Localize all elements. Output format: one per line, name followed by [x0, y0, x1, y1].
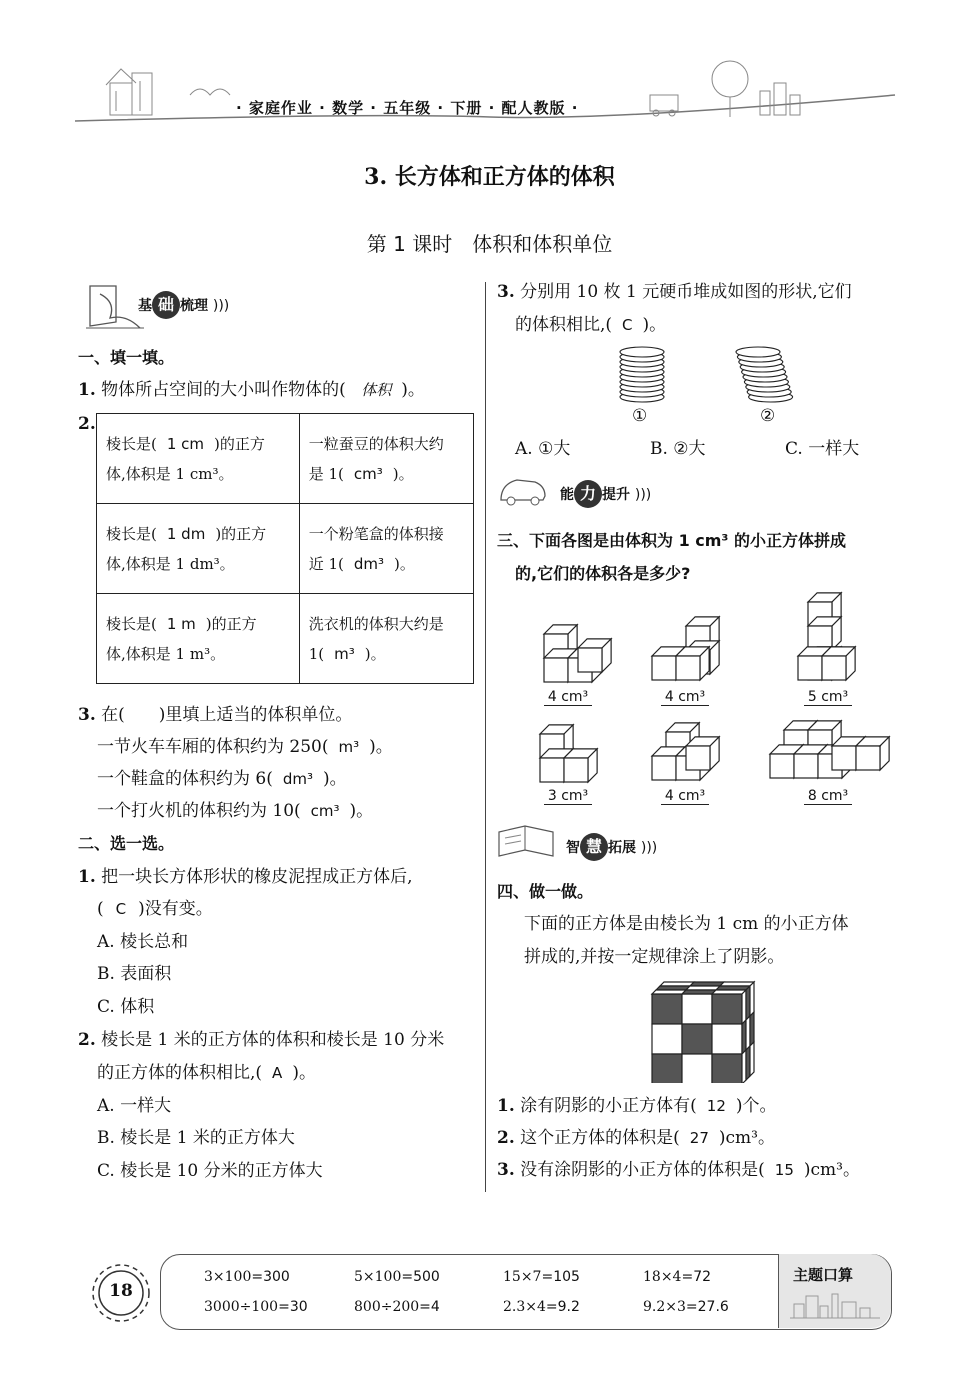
- front-cell: [652, 1054, 682, 1083]
- cell-answer: 1 cm: [166, 434, 205, 453]
- q1-answer: 体积: [361, 381, 392, 399]
- part4-heading: 四、做一做。: [497, 882, 594, 901]
- unit-cube: [564, 749, 597, 782]
- lesson-subtitle: 第 1 课时 体积和体积单位: [366, 232, 613, 256]
- part3-heading: 三、下面各图是由体积为 1 cm³ 的小正方体拼成: [497, 531, 847, 550]
- part4-q3: 3. 没有涂阴影的小正方体的体积是( 15 )cm³。: [497, 1160, 860, 1180]
- cube-answer-2: 4 cm³: [655, 689, 715, 706]
- q-text: 把一块长方体形状的橡皮泥捏成正方体后,: [101, 867, 413, 887]
- option: C. 棱长是 10 分米的正方体大: [97, 1161, 323, 1181]
- cube-answer-1: 4 cm³: [538, 689, 598, 706]
- side-cell: [750, 982, 754, 1016]
- q-answer: C: [622, 316, 633, 334]
- city-skyline-icon: [790, 1290, 880, 1320]
- header-series: · 家庭作业 · 数学 · 五年级 · 下册 · 配人教版 ·: [236, 99, 579, 117]
- part1-q2-num: 2.: [78, 414, 96, 434]
- unit-cube: [578, 639, 611, 672]
- option: A. ①大: [515, 439, 571, 459]
- q-num: 1.: [78, 867, 96, 887]
- banner-bubble: 力: [574, 480, 602, 508]
- part4-intro-2: 拼成的,并按一定规律涂上了阴影。: [524, 947, 785, 967]
- option: B. 表面积: [97, 964, 172, 984]
- calc-item: 9.2×3=27.6: [643, 1299, 729, 1315]
- cube-answer-4: 3 cm³: [538, 788, 598, 805]
- option: A. 棱长总和: [97, 932, 189, 952]
- table-cell: 棱长是( 1 m )的正方 体,体积是 1 m³。: [97, 594, 300, 684]
- calc-item: 3000÷100=30: [204, 1299, 308, 1315]
- q-text: 棱长是 1 米的正方体的体积和棱长是 10 分米: [101, 1030, 445, 1050]
- cell-answer: cm³: [353, 464, 383, 483]
- front-cell: [682, 1024, 712, 1054]
- part4-q2: 2. 这个正方体的体积是( 27 )cm³。: [497, 1128, 775, 1148]
- table-cell: 洗衣机的体积大约是 1( m³ )。: [299, 594, 473, 684]
- table-cell: 棱长是( 1 dm )的正方 体,体积是 1 dm³。: [97, 504, 300, 594]
- coin-stacks-figure: [600, 340, 800, 410]
- column-divider: [485, 282, 486, 1192]
- item-answer: dm³: [282, 770, 314, 788]
- front-cell: [712, 1024, 742, 1054]
- banner-ability: 能 力 提升 ))): [560, 480, 651, 508]
- part2-q1: [78, 865, 413, 889]
- banner-char: 能: [560, 487, 574, 503]
- coin-label-1: ①: [632, 406, 648, 426]
- banner-basic: 基 础 梳理 ))): [138, 291, 229, 319]
- front-cell: [682, 1054, 712, 1083]
- part1-q3-item: 一个鞋盒的体积约为 6( dm³ )。: [97, 769, 347, 789]
- q-num: 1.: [78, 380, 96, 400]
- front-cell: [652, 994, 682, 1024]
- part3-heading-2: 的,它们的体积各是多少?: [515, 564, 691, 583]
- q-text: )。: [401, 380, 425, 400]
- calc-item: 15×7=105: [503, 1269, 580, 1285]
- calc-item: 3×100=300: [204, 1269, 290, 1285]
- part1-heading: 一、填一填。: [78, 348, 175, 367]
- part2-q2: [78, 1028, 444, 1052]
- table-cell: 棱长是( 1 cm )的正方 体,体积是 1 cm³。: [97, 414, 300, 504]
- cube-answer-6: 8 cm³: [798, 788, 858, 805]
- cell-answer: 1 dm: [166, 524, 206, 543]
- part2-q2-line2: 的正方体的体积相比,( A )。: [97, 1063, 316, 1083]
- banner-basic-icon: [86, 282, 146, 332]
- side-cell: [750, 1012, 754, 1046]
- front-cell: [652, 1024, 682, 1054]
- calc-item: 2.3×4=9.2: [503, 1299, 580, 1315]
- unit-cube: [822, 647, 855, 680]
- coin: [620, 347, 664, 357]
- cube-answer-3: 5 cm³: [798, 689, 858, 706]
- banner-wisdom-icon: [495, 822, 561, 862]
- unit-cube: [856, 737, 889, 770]
- option: B. 棱长是 1 米的正方体大: [97, 1128, 295, 1148]
- part1-q3-item: 一个打火机的体积约为 10( cm³ )。: [97, 801, 374, 821]
- q-text: 在( )里填上适当的体积单位。: [101, 705, 353, 725]
- coin: [736, 347, 780, 357]
- banner-char: 智: [566, 840, 580, 856]
- banner-char: 提升: [602, 487, 630, 503]
- banner-char: 基: [138, 298, 152, 314]
- part1-q3: [78, 703, 352, 727]
- cell-answer: dm³: [353, 554, 385, 573]
- part2-heading: 二、选一选。: [78, 834, 175, 853]
- part4-q1: 1. 涂有阴影的小正方体有( 12 )个。: [497, 1096, 777, 1116]
- q-num: 2.: [78, 1030, 96, 1050]
- page-number: 18: [109, 1281, 133, 1301]
- q-answer: 15: [774, 1161, 794, 1179]
- banner-bubble: 础: [152, 291, 180, 319]
- part2-q3-line2: 的体积相比,( C )。: [515, 315, 667, 335]
- q-num: 3.: [497, 1160, 515, 1180]
- front-cell: [712, 1054, 742, 1083]
- table-cell: 一粒蚕豆的体积大约 是 1( cm³ )。: [299, 414, 473, 504]
- big-cube: [652, 982, 754, 1083]
- cell-answer: m³: [334, 644, 355, 663]
- unit-table: [96, 413, 474, 684]
- cube-answer-5: 4 cm³: [655, 788, 715, 805]
- top-cell: [652, 990, 686, 994]
- coin-label-2: ②: [760, 406, 776, 426]
- item-answer: m³: [338, 738, 360, 756]
- unit-cube: [676, 647, 709, 680]
- q-text: 分别用 10 枚 1 元硬币堆成如图的形状,它们: [520, 282, 852, 302]
- front-cell: [682, 994, 712, 1024]
- banner-char: 拓展: [608, 840, 636, 856]
- part1-q1: [78, 378, 425, 402]
- part1-q3-item: 一节火车车厢的体积约为 250( m³ )。: [97, 737, 393, 757]
- part2-q1-line2: ( C )没有变。: [97, 899, 213, 919]
- front-cell: [712, 994, 742, 1024]
- q-text: 物体所占空间的大小叫作物体的(: [101, 380, 346, 400]
- option: C. 一样大: [785, 439, 860, 459]
- banner-ability-icon: [495, 474, 555, 508]
- q-answer: 27: [689, 1129, 709, 1147]
- side-cell: [750, 1042, 754, 1076]
- calc-item: 800÷200=4: [354, 1299, 440, 1315]
- q-answer: A: [272, 1064, 283, 1082]
- top-cell: [682, 990, 716, 994]
- cell-answer: 1 m: [166, 614, 196, 633]
- q-num: 1.: [497, 1096, 515, 1116]
- option: A. 一样大: [97, 1096, 172, 1116]
- q-num: 3.: [78, 705, 96, 725]
- item-answer: cm³: [310, 802, 340, 820]
- q-answer: 12: [706, 1097, 726, 1115]
- calc-item: 5×100=500: [354, 1269, 440, 1285]
- unit-cube: [808, 617, 841, 650]
- part2-q3: [497, 280, 852, 304]
- mental-math-label: 主题口算: [793, 1266, 854, 1284]
- part4-intro-1: 下面的正方体是由棱长为 1 cm 的小正方体: [524, 914, 849, 934]
- option: B. ②大: [650, 439, 706, 459]
- option: C. 体积: [97, 997, 155, 1017]
- q-num: 2.: [497, 1128, 515, 1148]
- table-cell: 一个粉笔盒的体积接 近 1( dm³ )。: [299, 504, 473, 594]
- shaded-cube-figure: [648, 968, 778, 1083]
- unit-cube: [686, 737, 719, 770]
- calc-item: 18×4=72: [643, 1269, 712, 1285]
- banner-char: 梳理: [180, 298, 208, 314]
- banner-wisdom: 智 慧 拓展 ))): [566, 833, 657, 861]
- page-title: 3. 长方体和正方体的体积: [364, 164, 615, 190]
- top-cell: [712, 990, 746, 994]
- q-num: 3.: [497, 282, 515, 302]
- banner-bubble: 慧: [580, 833, 608, 861]
- q-answer: C: [115, 900, 127, 918]
